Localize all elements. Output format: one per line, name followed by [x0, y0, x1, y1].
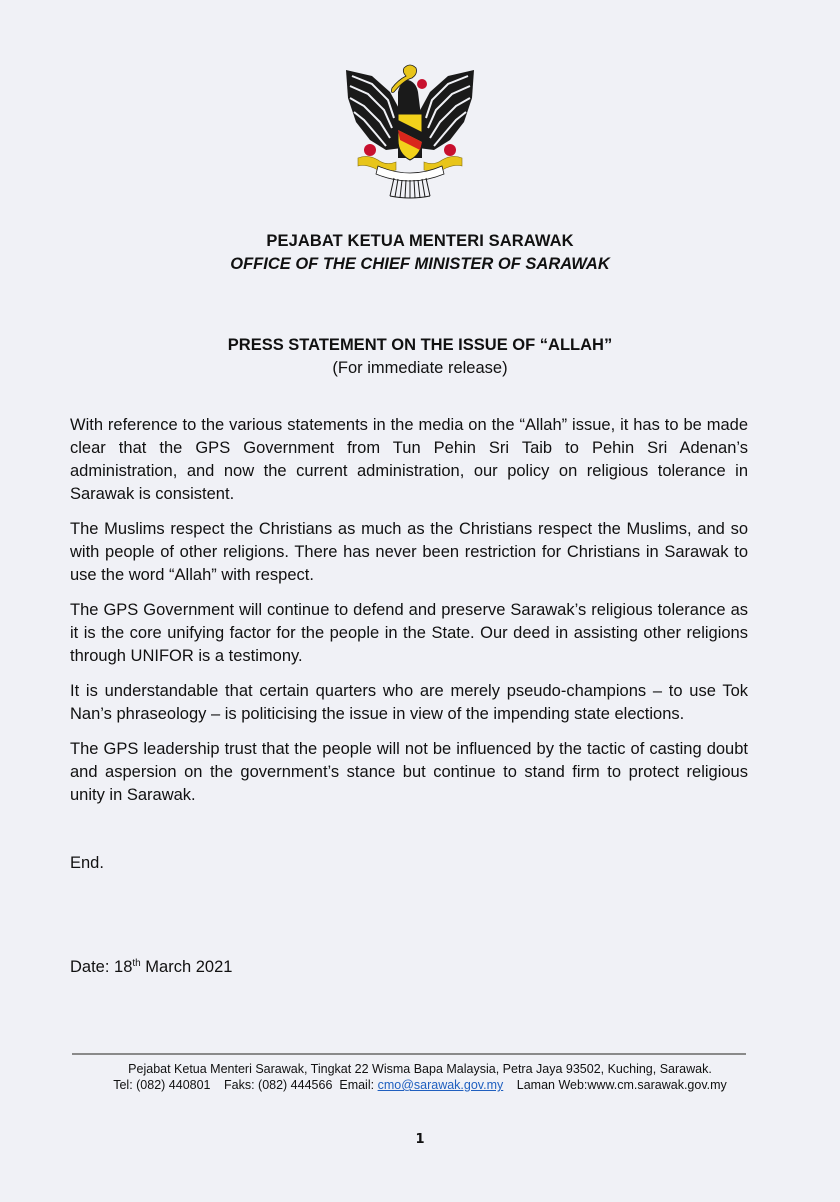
left-wing-icon [346, 70, 402, 150]
paragraph-4: It is understandable that certain quarters who are merely pseudo-champions – to use Tok Nan’s phraseology – is politicising the issue in view of the impending state elections. [70, 682, 748, 723]
statement-subtitle: (For immediate release) [332, 359, 508, 377]
paragraph-5: The GPS leadership trust that the people will not be influenced by the tactic of casting doubt and aspersion on the government’s stance but continue to stand firm to protect religious unity in Sarawak. [70, 740, 748, 804]
footer-address: Pejabat Ketua Menteri Sarawak, Tingkat 22 Wisma Bapa Malaysia, Petra Jaya 93502, Kuching, Sarawak. [128, 1062, 712, 1076]
shield-icon [398, 114, 422, 160]
footer-fax: Faks: (082) 444566 [224, 1078, 333, 1092]
paragraph-2: The Muslims respect the Christians as much as the Christians respect the Muslims, and so with people of other religions. There has never been restriction for Christians in Sarawak to use the word “Allah” with respect. [70, 520, 748, 584]
page-number: 1 [415, 1132, 425, 1147]
statement-title: PRESS STATEMENT ON THE ISSUE OF “ALLAH” [227, 336, 613, 354]
footer-divider [72, 1053, 746, 1055]
org-name-malay: PEJABAT KETUA MENTERI SARAWAK [266, 232, 574, 250]
footer-website: Laman Web:www.cm.sarawak.gov.my [516, 1078, 727, 1092]
date-ordinal-suffix: th [132, 958, 141, 969]
paragraph-3: The GPS Government will continue to defend and preserve Sarawak’s religious tolerance as it is the core unifying factor for the people in the State. Our deed in assisting other religions through UNIFOR is a testimony. [70, 601, 748, 665]
paragraph-1: With reference to the various statements in the media on the “Allah” issue, it has to be made clear that the GPS Government from Tun Pehin Sri Taib to Pehin Sri Adenan’s administration, and now the current administration, our policy on religious tolerance in Sarawak is consistent. [70, 416, 748, 503]
closing-text: End. [70, 854, 104, 872]
right-flower-icon [444, 144, 456, 156]
footer-contact-line [0, 1077, 840, 1093]
tail-feathers-icon [390, 178, 430, 198]
date-rest: March 2021 [140, 958, 233, 976]
date-label: Date: 18 [70, 958, 133, 976]
left-flower-icon [364, 144, 376, 156]
footer [0, 1061, 840, 1093]
footer-email-label: Email: [339, 1078, 375, 1092]
footer-email-link[interactable]: cmo@sarawak.gov.my [377, 1078, 504, 1092]
org-name-english: OFFICE OF THE CHIEF MINISTER OF SARAWAK [230, 255, 610, 273]
footer-tel: Tel: (082) 440801 [113, 1078, 211, 1092]
statement-date [70, 958, 232, 977]
statement-body [70, 414, 748, 819]
sarawak-emblem-icon [342, 62, 478, 200]
